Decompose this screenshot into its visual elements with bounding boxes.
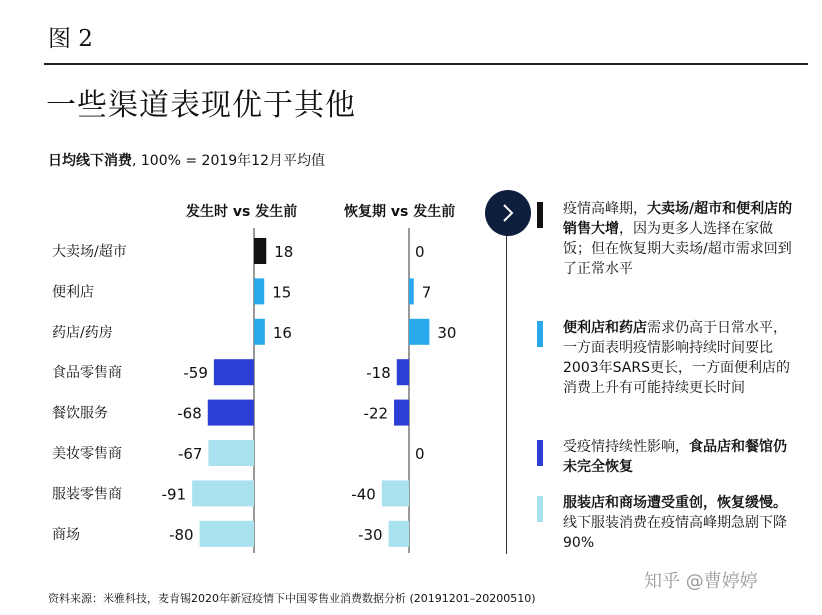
data-label: 15 (272, 283, 292, 302)
data-label: -59 (183, 364, 208, 383)
bar (394, 400, 409, 426)
note-4-bold: 服装店和商场遭受重创，恢复缓慢。 (563, 495, 787, 511)
bar (397, 359, 409, 385)
note-3 (537, 437, 799, 477)
note-4-marker (537, 496, 543, 522)
figure-label: 图 2 (48, 26, 93, 52)
note-3-marker (537, 440, 543, 466)
category-label: 商场 (52, 526, 80, 543)
data-label: 18 (274, 243, 294, 261)
note-4 (537, 493, 799, 553)
data-label: -40 (351, 485, 376, 504)
data-label: -30 (358, 525, 383, 544)
bar (208, 400, 254, 426)
note-2-post: 需求仍高于日常水平，一方面表明疫情影响持续时间要比2003年SARS更长，一方面便利店的消费上升有可能持续更长时间 (563, 320, 790, 396)
data-label: -18 (366, 364, 391, 383)
data-label: -22 (363, 404, 389, 423)
data-label: -68 (177, 404, 202, 423)
note-1-bold: 大卖场/超市和便利店的销售大增 (563, 201, 793, 237)
category-label: 食品零售商 (52, 365, 122, 382)
note-1 (537, 199, 799, 279)
data-label: -67 (177, 445, 203, 463)
data-label: 30 (437, 323, 457, 342)
watermark: 知乎 @曹婷婷 (644, 571, 758, 592)
bar (254, 319, 265, 345)
page-title: 一些渠道表现优于其他 (46, 88, 356, 123)
note-2-marker (537, 321, 543, 347)
note-3-bold: 食品店和餐馆仍未完全恢复 (563, 439, 787, 475)
note-4-post: 线下服装消费在疫情高峰期急剧下降90% (563, 515, 787, 551)
bar (254, 278, 264, 304)
data-label: 0 (415, 243, 425, 261)
arrow-button[interactable] (485, 190, 531, 236)
category-label: 服装零售商 (52, 486, 122, 503)
bar (208, 440, 254, 466)
source-note: 资料来源：米雅科技，麦肯锡2020年新冠疫情下中国零售业消费数据分析 (20191201–20200510) (48, 592, 536, 605)
category-label: 美妆零售商 (52, 446, 122, 462)
bar (254, 238, 266, 264)
category-label: 便利店 (52, 284, 94, 301)
subtitle-rest: , 100% = 2019年12月平均值 (132, 153, 325, 169)
data-label: 16 (272, 323, 292, 342)
note-1-marker (537, 202, 543, 228)
note-3-pre: 受疫情持续性影响， (563, 439, 689, 455)
note-2-bold: 便利店和药店 (563, 320, 647, 336)
side-divider (506, 204, 507, 554)
bar (409, 319, 429, 345)
chevron-right-icon (499, 202, 517, 224)
note-2 (537, 318, 799, 398)
bar (192, 480, 254, 506)
series-header-during: 发生时 vs 发生前 (186, 204, 298, 220)
category-label: 餐饮服务 (52, 405, 108, 422)
series-header-recovery: 恢复期 vs 发生前 (344, 204, 456, 220)
category-label: 大卖场/超市 (52, 244, 127, 260)
bar (389, 521, 409, 547)
category-label: 药店/药房 (52, 324, 113, 341)
data-label: -91 (161, 485, 187, 504)
data-label: 0 (415, 445, 425, 463)
bar (409, 278, 414, 304)
data-label: -80 (169, 525, 194, 544)
bar (214, 359, 254, 385)
note-1-post: ，因为更多人选择在家做饭；但在恢复期大卖场/超市需求回到了正常水平 (563, 221, 792, 277)
data-label: 7 (421, 283, 432, 302)
bar (200, 521, 254, 547)
subtitle-bold: 日均线下消费 (48, 153, 132, 169)
note-1-pre: 疫情高峰期， (563, 201, 647, 217)
bar (382, 480, 409, 506)
